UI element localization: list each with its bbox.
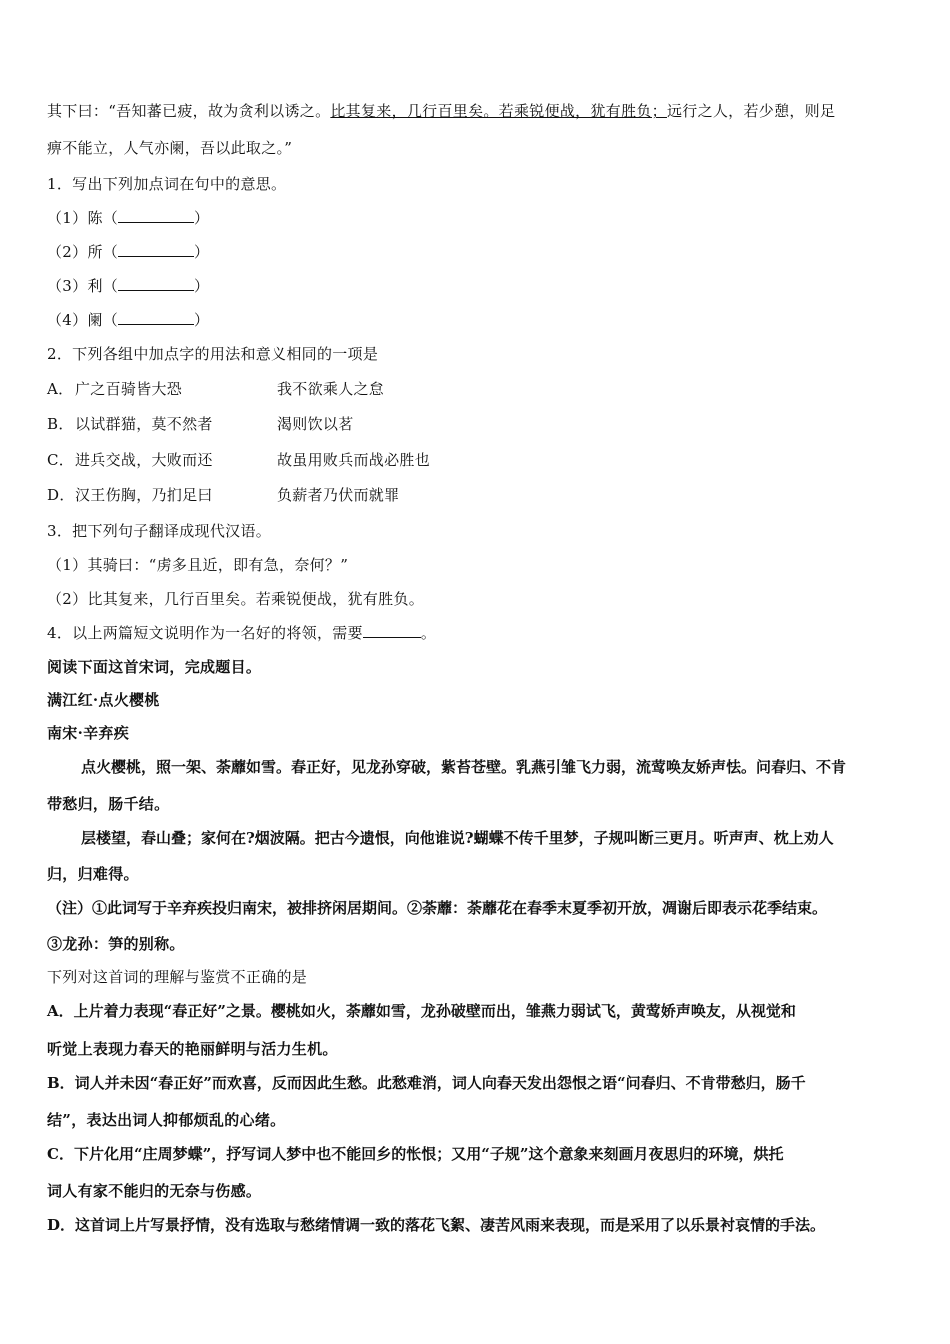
answer-blank[interactable] — [118, 309, 194, 325]
passage-line-2: 痹不能立，人气亦阑，吾以此取之。” — [47, 139, 293, 157]
passage-text: 远行之人，若少憩，则足 — [666, 102, 836, 120]
underlined-sentence: 比其复来，几行百里矣。若乘锐便战，犹有胜负； — [330, 102, 667, 120]
poem-stanza-2-line-1: 层楼望，春山叠；家何在?烟波隔。把古今遗恨，向他谁说?蝴蝶不传千里梦，子规叫断三更月。听声声、枕上劝人 — [81, 829, 834, 847]
q3-item-2: （2）比其复来，几行百里矣。若乘锐便战，犹有胜负。 — [47, 590, 425, 608]
q1-item-2: （2）所（ ） — [47, 243, 210, 261]
question-3-stem: 3．把下列句子翻译成现代汉语。 — [47, 522, 272, 540]
passage-text: 其下曰：“吾知蕃已疲，故为贪利以诱之。 — [47, 102, 331, 120]
q1-item-4: （4）阑（ ） — [47, 311, 210, 329]
answer-blank[interactable] — [118, 275, 194, 291]
q1-item-3: （3）利（ ） — [47, 277, 210, 295]
q5-option-c-line-2: 词人有家不能归的无奈与伤感。 — [47, 1182, 262, 1200]
q2-option-d: D．汉王伤胸，乃扪足曰 负薪者乃伏而就罪 — [47, 486, 400, 504]
section-intro: 阅读下面这首宋词，完成题目。 — [47, 658, 262, 676]
q2-option-b: B．以试群猫，莫不然者 渴则饮以茗 — [47, 415, 354, 433]
q2-option-a: A． 广之百骑皆大恐 我不欲乘人之怠 — [47, 380, 385, 398]
q5-option-b-line-2: 结”，表达出词人抑郁烦乱的心绪。 — [47, 1111, 286, 1129]
poem-stanza-1-line-2: 带愁归，肠千结。 — [47, 795, 170, 813]
q5-option-b-line-1: B．词人并未因“春正好”而欢喜，反而因此生愁。此愁难消，词人向春天发出怨恨之语“问春归、不肯带愁归，肠千 — [47, 1074, 806, 1092]
poem-title: 满江红·点火樱桃 — [47, 691, 160, 709]
q3-item-1: （1）其骑曰：“虏多且近，即有急，奈何？” — [47, 556, 349, 574]
q5-option-a-line-1: A．上片着力表现“春正好”之景。樱桃如火，荼蘼如雪，龙孙破壁而出，雏燕力弱试飞，黄莺娇声唤友，从视觉和 — [47, 1002, 796, 1020]
poem-stanza-2-line-2: 归，归难得。 — [47, 865, 139, 883]
answer-blank[interactable] — [118, 207, 194, 223]
poem-note-line-1: （注）①此词写于辛弃疾投归南宋，被排挤闲居期间。②荼蘼：荼蘼花在春季末夏季初开放，凋谢后即表示花季结束。 — [47, 899, 828, 917]
question-5-stem: 下列对这首词的理解与鉴赏不正确的是 — [47, 968, 308, 986]
question-4: 4．以上两篇短文说明作为一名好的将领，需要 。 — [47, 624, 437, 642]
answer-blank[interactable] — [118, 241, 194, 257]
poem-author: 南宋·辛弃疾 — [47, 724, 130, 742]
poem-stanza-1-line-1: 点火樱桃，照一架、荼蘼如雪。春正好，见龙孙穿破，紫苔苍壁。乳燕引雏飞力弱，流莺唤友娇声怯。问春归、不肯 — [81, 758, 847, 776]
poem-note-line-2: ③龙孙：笋的别称。 — [47, 935, 185, 953]
q5-option-c-line-1: C．下片化用“庄周梦蝶”，抒写词人梦中也不能回乡的怅恨；又用“子规”这个意象来刻画月夜思归的环境，烘托 — [47, 1145, 784, 1163]
question-1-stem: 1．写出下列加点词在句中的意思。 — [47, 175, 287, 193]
q1-item-1: （1）陈（ ） — [47, 209, 210, 227]
q5-option-a-line-2: 听觉上表现力春天的艳丽鲜明与活力生机。 — [47, 1040, 338, 1058]
q5-option-d-line-1: D．这首词上片写景抒情，没有选取与愁绪情调一致的落花飞絮、凄苦风雨来表现，而是采用了以乐景衬哀情的手法。 — [47, 1216, 826, 1234]
passage-line-1 — [47, 100, 835, 122]
answer-blank[interactable] — [363, 622, 421, 638]
question-2-stem: 2．下列各组中加点字的用法和意义相同的一项是 — [47, 345, 379, 363]
q2-option-c: C．进兵交战，大败而还 故虽用败兵而战必胜也 — [47, 451, 431, 469]
